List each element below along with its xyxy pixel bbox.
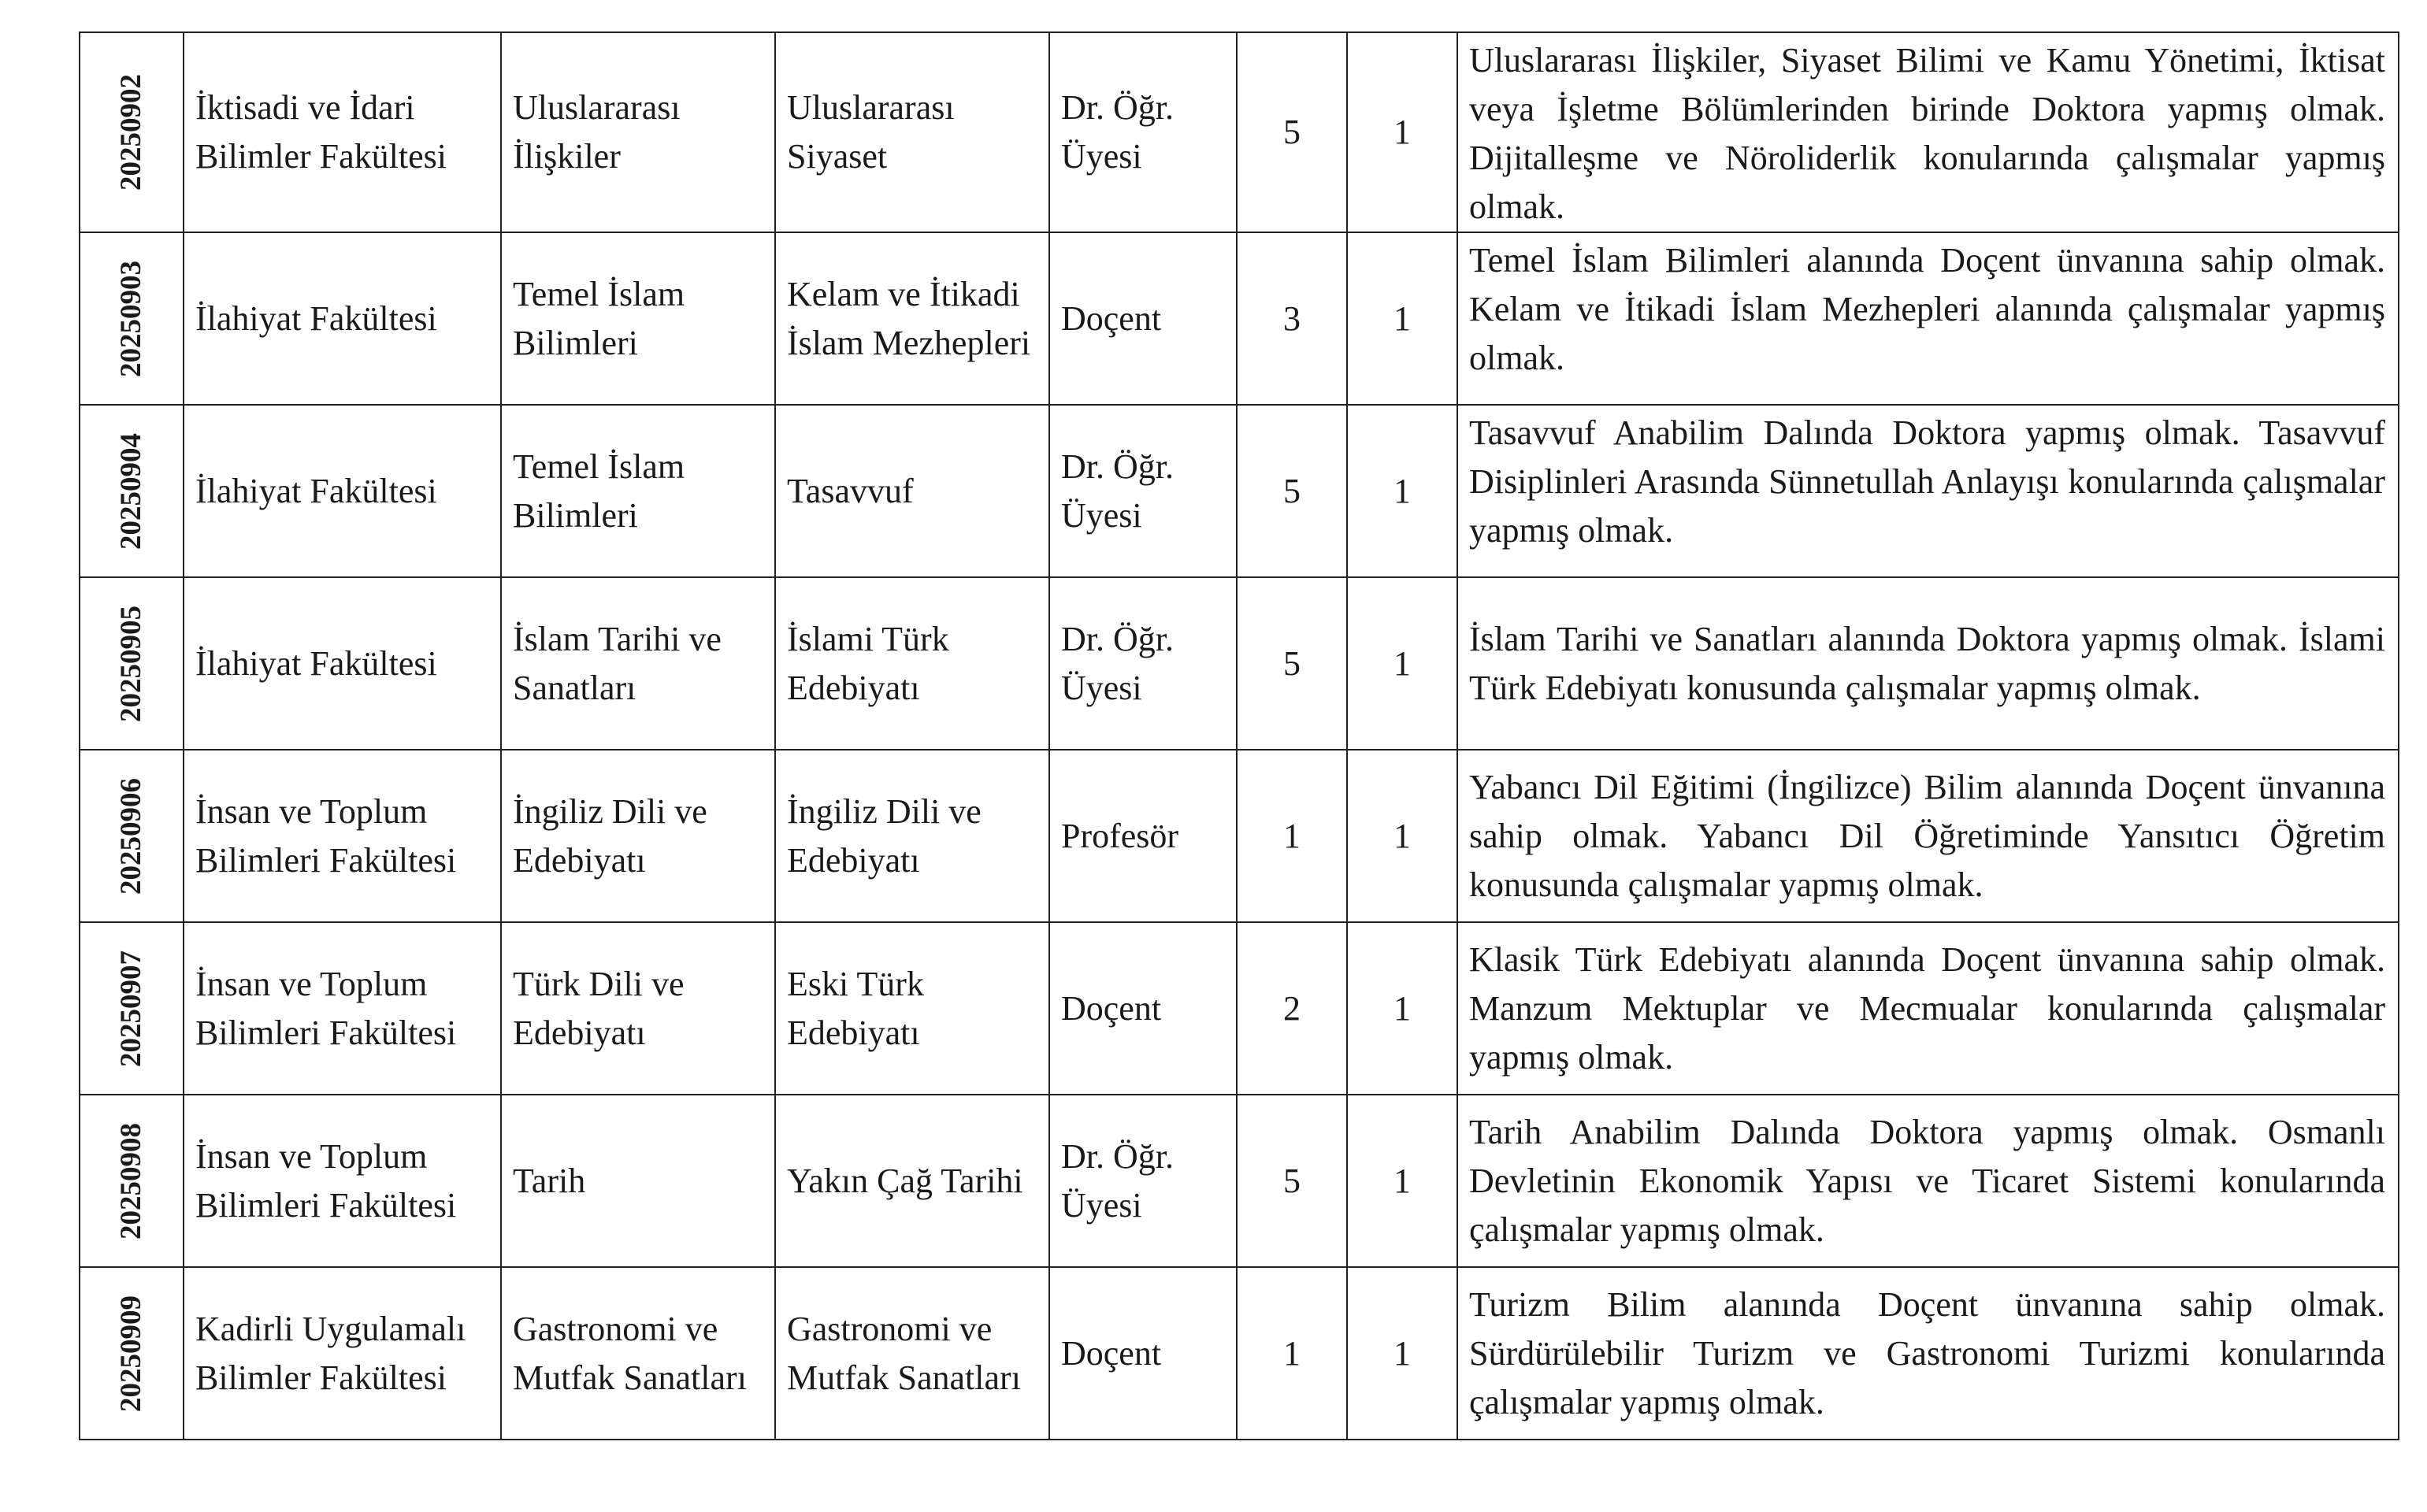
quota-cell — [1347, 32, 1457, 232]
faculty-cell — [184, 1095, 501, 1267]
faculty-name: İktisadi ve İdari Bilimler Fakültesi — [195, 88, 447, 176]
faculty-name: İnsan ve Toplum Bilimleri Fakültesi — [195, 791, 457, 880]
academic-title: Doçent — [1061, 298, 1162, 338]
title-cell — [1049, 1095, 1237, 1267]
description-cell — [1457, 577, 2399, 750]
department-name: Uluslararası İlişkiler — [513, 88, 681, 176]
requirement-text: Tasavvuf Anabilim Dalında Doktora yapmış olmak. Tasavvuf Disiplinleri Arasında Sünnetullah Anlayışı konularında çalışmalar yapmış olmak. — [1469, 413, 2385, 550]
requirement-text: Tarih Anabilim Dalında Doktora yapmış olmak. Osmanlı Devletinin Ekonomik Yapısı ve Ticaret Sistemi konularında çalışmalar yapmış olmak. — [1469, 1112, 2385, 1249]
degree-cell — [1237, 232, 1347, 405]
academic-title: Profesör — [1061, 816, 1179, 855]
faculty-name: İnsan ve Toplum Bilimleri Fakültesi — [195, 1136, 457, 1225]
academic-title: Dr. Öğr. Üyesi — [1061, 88, 1174, 176]
subdivision-name: Yakın Çağ Tarihi — [787, 1161, 1023, 1200]
table-row — [80, 405, 2399, 577]
academic-title: Dr. Öğr. Üyesi — [1061, 619, 1174, 707]
quota-cell — [1347, 1267, 1457, 1440]
quota-value: 1 — [1393, 1161, 1411, 1200]
position-listing-table — [79, 32, 2399, 1440]
title-cell — [1049, 1267, 1237, 1440]
department-cell — [501, 405, 775, 577]
title-cell — [1049, 577, 1237, 750]
degree-cell — [1237, 577, 1347, 750]
position-id: 20250903 — [115, 260, 147, 377]
table-row — [80, 1267, 2399, 1440]
subdivision-cell — [775, 1267, 1049, 1440]
degree-cell — [1237, 1267, 1347, 1440]
degree-cell — [1237, 32, 1347, 232]
degree-value: 1 — [1283, 816, 1301, 855]
subdivision-name: Gastronomi ve Mutfak Sanatları — [787, 1309, 1021, 1397]
requirement-text: Yabancı Dil Eğitimi (İngilizce) Bilim alanında Doçent ünvanına sahip olmak. Yabancı Dil Öğretiminde Yansıtıcı Öğretim konusunda çalışmalar yapmış olmak. — [1469, 767, 2385, 904]
faculty-name: İlahiyat Fakültesi — [195, 471, 437, 510]
degree-value: 5 — [1283, 643, 1301, 683]
faculty-cell — [184, 1267, 501, 1440]
table-row — [80, 232, 2399, 405]
department-name: Tarih — [513, 1161, 586, 1200]
title-cell — [1049, 232, 1237, 405]
quota-cell — [1347, 405, 1457, 577]
subdivision-name: Uluslararası Siyaset — [787, 88, 955, 176]
requirement-text: Temel İslam Bilimleri alanında Doçent ünvanına sahip olmak. Kelam ve İtikadi İslam Mezhepleri alanında çalışmalar yapmış olmak. — [1469, 241, 2385, 377]
position-id: 20250902 — [115, 74, 147, 191]
faculty-cell — [184, 922, 501, 1095]
subdivision-cell — [775, 577, 1049, 750]
description-cell — [1457, 232, 2399, 405]
department-cell — [501, 32, 775, 232]
subdivision-cell — [775, 750, 1049, 922]
position-id: 20250906 — [115, 777, 147, 895]
description-cell — [1457, 405, 2399, 577]
faculty-cell — [184, 577, 501, 750]
faculty-cell — [184, 405, 501, 577]
department-cell — [501, 232, 775, 405]
quota-cell — [1347, 1095, 1457, 1267]
degree-cell — [1237, 1095, 1347, 1267]
subdivision-name: İslami Türk Edebiyatı — [787, 619, 949, 707]
description-cell — [1457, 1267, 2399, 1440]
position-id-cell — [80, 922, 184, 1095]
quota-cell — [1347, 232, 1457, 405]
table-row — [80, 32, 2399, 232]
title-cell — [1049, 405, 1237, 577]
department-cell — [501, 1267, 775, 1440]
faculty-cell — [184, 750, 501, 922]
position-id-cell — [80, 750, 184, 922]
degree-value: 5 — [1283, 1161, 1301, 1200]
department-name: Gastronomi ve Mutfak Sanatları — [513, 1309, 747, 1397]
title-cell — [1049, 750, 1237, 922]
faculty-name: İlahiyat Fakültesi — [195, 298, 437, 338]
degree-value: 1 — [1283, 1333, 1301, 1373]
description-cell — [1457, 32, 2399, 232]
department-cell — [501, 1095, 775, 1267]
faculty-name: İnsan ve Toplum Bilimleri Fakültesi — [195, 964, 457, 1052]
position-id-cell — [80, 1095, 184, 1267]
subdivision-cell — [775, 405, 1049, 577]
table-row — [80, 922, 2399, 1095]
requirement-text: Turizm Bilim alanında Doçent ünvanına sahip olmak. Sürdürülebilir Turizm ve Gastronomi Turizmi konularında çalışmalar yapmış olmak. — [1469, 1284, 2385, 1421]
department-cell — [501, 922, 775, 1095]
position-id-cell — [80, 232, 184, 405]
faculty-name: Kadirli Uygulamalı Bilimler Fakültesi — [195, 1309, 466, 1397]
subdivision-cell — [775, 922, 1049, 1095]
faculty-cell — [184, 232, 501, 405]
table-row — [80, 750, 2399, 922]
department-name: İslam Tarihi ve Sanatları — [513, 619, 722, 707]
academic-title: Dr. Öğr. Üyesi — [1061, 1136, 1174, 1225]
academic-title: Dr. Öğr. Üyesi — [1061, 447, 1174, 535]
faculty-cell — [184, 32, 501, 232]
academic-title: Doçent — [1061, 1333, 1162, 1373]
quota-cell — [1347, 922, 1457, 1095]
degree-cell — [1237, 922, 1347, 1095]
title-cell — [1049, 922, 1237, 1095]
title-cell — [1049, 32, 1237, 232]
position-id: 20250909 — [115, 1295, 147, 1412]
degree-value: 2 — [1283, 988, 1301, 1028]
subdivision-cell — [775, 232, 1049, 405]
description-cell — [1457, 1095, 2399, 1267]
quota-value: 1 — [1393, 1333, 1411, 1373]
description-cell — [1457, 750, 2399, 922]
department-name: İngiliz Dili ve Edebiyatı — [513, 791, 707, 880]
faculty-name: İlahiyat Fakültesi — [195, 643, 437, 683]
academic-title: Doçent — [1061, 988, 1162, 1028]
department-cell — [501, 750, 775, 922]
subdivision-cell — [775, 1095, 1049, 1267]
requirement-text: İslam Tarihi ve Sanatları alanında Doktora yapmış olmak. İslami Türk Edebiyatı konusunda çalışmalar yapmış olmak. — [1469, 619, 2385, 707]
quota-value: 1 — [1393, 471, 1411, 510]
subdivision-cell — [775, 32, 1049, 232]
subdivision-name: İngiliz Dili ve Edebiyatı — [787, 791, 982, 880]
subdivision-name: Eski Türk Edebiyatı — [787, 964, 924, 1052]
table-row — [80, 577, 2399, 750]
degree-cell — [1237, 750, 1347, 922]
requirement-text: Uluslararası İlişkiler, Siyaset Bilimi ve Kamu Yönetimi, İktisat veya İşletme Bölümlerinden birinde Doktora yapmış olmak. Dijitalleşme ve Nöroliderlik konularında çalışmalar yapmış olmak. — [1469, 41, 2385, 226]
description-cell — [1457, 922, 2399, 1095]
department-name: Temel İslam Bilimleri — [513, 274, 685, 362]
department-cell — [501, 577, 775, 750]
quota-value: 1 — [1393, 643, 1411, 683]
subdivision-name: Tasavvuf — [787, 471, 914, 510]
position-id-cell — [80, 1267, 184, 1440]
department-name: Türk Dili ve Edebiyatı — [513, 964, 685, 1052]
position-id-cell — [80, 405, 184, 577]
degree-cell — [1237, 405, 1347, 577]
degree-value: 5 — [1283, 471, 1301, 510]
quota-value: 1 — [1393, 113, 1411, 151]
subdivision-name: Kelam ve İtikadi İslam Mezhepleri — [787, 274, 1031, 362]
position-id: 20250907 — [115, 950, 147, 1067]
quota-value: 1 — [1393, 298, 1411, 338]
quota-cell — [1347, 750, 1457, 922]
position-id: 20250904 — [115, 432, 147, 550]
degree-value: 5 — [1283, 113, 1301, 151]
table-row — [80, 1095, 2399, 1267]
position-id-cell — [80, 577, 184, 750]
quota-value: 1 — [1393, 816, 1411, 855]
requirement-text: Klasik Türk Edebiyatı alanında Doçent ünvanına sahip olmak. Manzum Mektuplar ve Mecmualar konularında çalışmalar yapmış olmak. — [1469, 939, 2385, 1077]
position-id: 20250905 — [115, 605, 147, 722]
degree-value: 3 — [1283, 298, 1301, 338]
department-name: Temel İslam Bilimleri — [513, 447, 685, 535]
position-id: 20250908 — [115, 1122, 147, 1240]
position-id-cell — [80, 32, 184, 232]
quota-value: 1 — [1393, 988, 1411, 1028]
quota-cell — [1347, 577, 1457, 750]
